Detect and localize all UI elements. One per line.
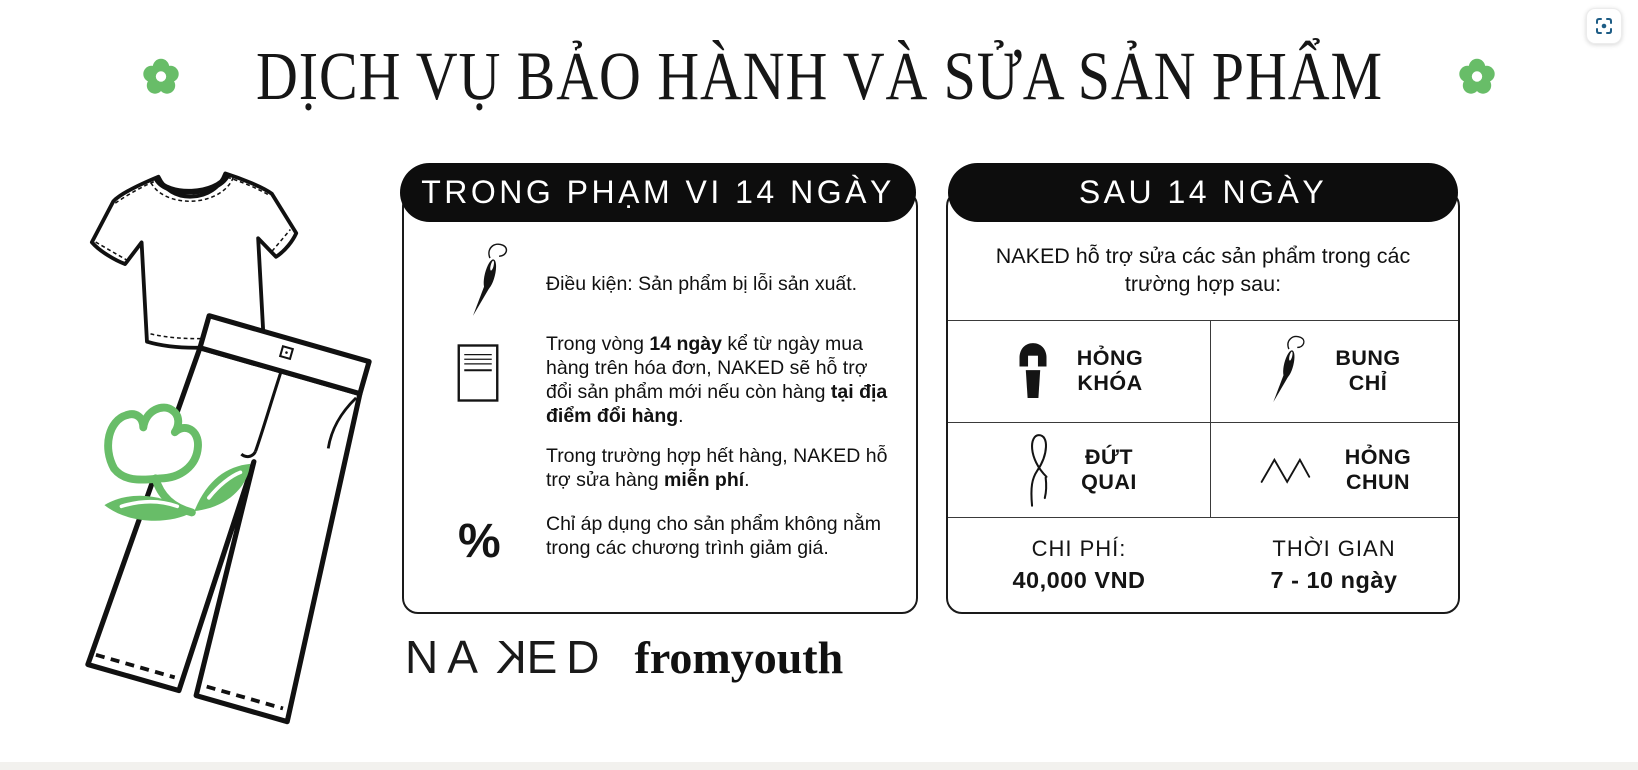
fromyouth-wordmark: fromyouth bbox=[634, 632, 844, 683]
case-label: HỎNG KHÓA bbox=[1076, 346, 1144, 395]
after-panel-intro: NAKED hỗ trợ sửa các sản phẩm trong các trường hợp sau: bbox=[995, 244, 1411, 296]
reversed-k-letter: K bbox=[486, 631, 527, 683]
condition-text: Chỉ áp dụng cho sản phẩm không nằm trong các chương trình giảm giá. bbox=[546, 513, 881, 559]
within-14-days-panel bbox=[402, 190, 918, 614]
tulip-illustration bbox=[85, 398, 340, 526]
repair-cost bbox=[948, 517, 1210, 612]
condition-text: Trong vòng 14 ngày kể từ ngày mua hàng trên hóa đơn, NAKED sẽ hỗ trợ đổi sản phẩm mới nếu còn hàng tại địa điểm đổi hàng. bbox=[546, 333, 888, 427]
strap-loop-icon bbox=[1021, 430, 1055, 510]
zipper-icon bbox=[1015, 342, 1051, 400]
page-title-row bbox=[0, 37, 1638, 115]
within-14-days-header: TRONG PHẠM VI 14 NGÀY bbox=[400, 163, 916, 222]
condition-text: Điều kiện: Sản phẩm bị lỗi sản xuất. bbox=[546, 273, 858, 295]
cost-value: 40,000 VND bbox=[1012, 566, 1146, 593]
flower-icon bbox=[141, 57, 181, 97]
bottom-strip bbox=[0, 762, 1638, 770]
receipt-icon bbox=[456, 342, 500, 404]
brand-logo bbox=[405, 630, 843, 684]
after-14-days-panel bbox=[946, 190, 1460, 614]
repair-case-broken-strap bbox=[948, 422, 1210, 517]
repair-case-broken-zipper bbox=[948, 320, 1210, 422]
repair-time bbox=[1210, 517, 1458, 612]
tulip-icon bbox=[85, 398, 340, 526]
after-14-days-header: SAU 14 NGÀY bbox=[948, 163, 1458, 222]
page-title: DỊCH VỤ BẢO HÀNH VÀ SỬA SẢN PHẨM bbox=[255, 37, 1383, 115]
needle-icon bbox=[1267, 331, 1309, 411]
case-label: BUNG CHỈ bbox=[1335, 346, 1401, 395]
time-value: 7 - 10 ngày bbox=[1270, 566, 1398, 593]
repair-case-broken-elastic bbox=[1210, 422, 1458, 517]
screen-capture-button[interactable] bbox=[1586, 8, 1622, 44]
cost-label: CHI PHÍ: bbox=[1031, 535, 1127, 561]
flower-icon bbox=[1457, 57, 1497, 97]
naked-wordmark: NA K ED bbox=[405, 631, 609, 683]
repair-case-loose-stitching bbox=[1210, 320, 1458, 422]
elastic-zigzag-icon bbox=[1257, 453, 1319, 487]
needle-icon bbox=[466, 240, 512, 324]
percent-icon: % bbox=[458, 515, 501, 568]
case-label: ĐỨT QUAI bbox=[1081, 444, 1137, 494]
scan-focus-icon bbox=[1594, 16, 1614, 36]
time-label: THỜI GIAN bbox=[1272, 535, 1396, 561]
condition-text: Trong trường hợp hết hàng, NAKED hỗ trợ sửa hàng miễn phí. bbox=[546, 445, 888, 491]
case-label: HỎNG CHUN bbox=[1344, 444, 1412, 494]
